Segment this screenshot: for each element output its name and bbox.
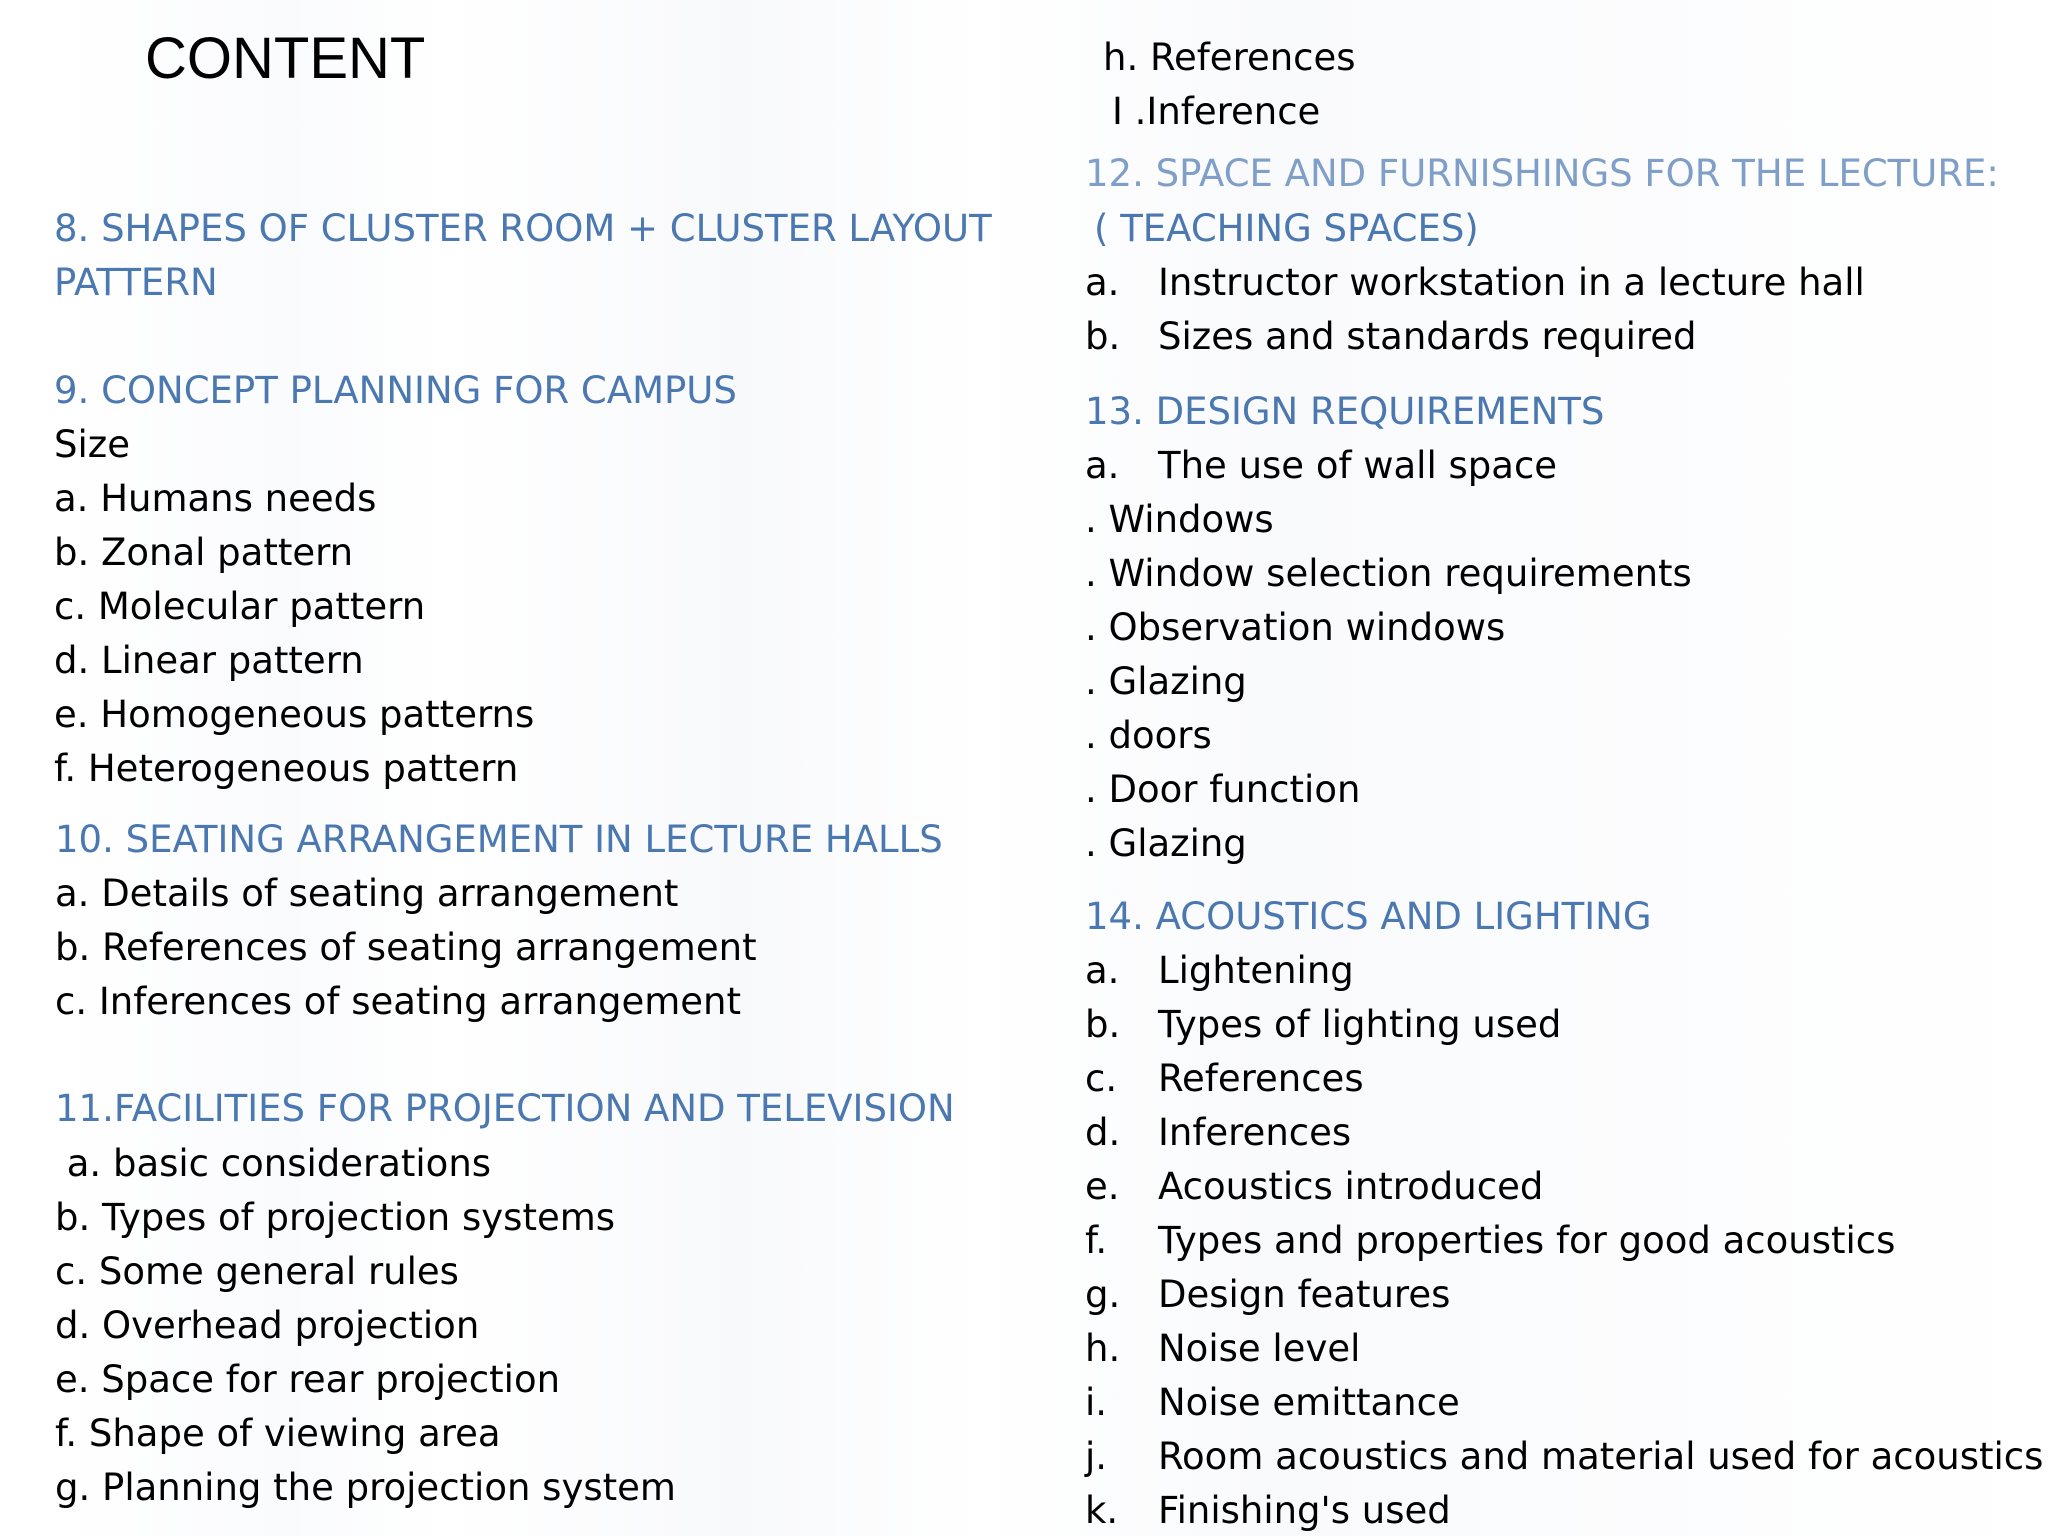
list-item: b. Types of projection systems	[55, 1196, 616, 1239]
list-letter: g.	[1085, 1273, 1121, 1316]
list-item: . Windows	[1085, 498, 1274, 541]
section-14-heading: 14. ACOUSTICS AND LIGHTING	[1085, 895, 1652, 938]
list-item	[1085, 261, 1865, 304]
list-letter: a.	[1085, 444, 1120, 487]
list-item: e. Space for rear projection	[55, 1358, 561, 1401]
list-letter: h.	[1085, 1327, 1121, 1370]
list-item	[1085, 1165, 1544, 1208]
list-letter: j.	[1085, 1435, 1108, 1478]
list-text: Sizes and standards required	[1158, 315, 1697, 358]
list-item	[1085, 1273, 1451, 1316]
list-letter: e.	[1085, 1165, 1120, 1208]
list-text: Room acoustics and material used for acoustics	[1158, 1435, 2044, 1478]
list-item: . Observation windows	[1085, 606, 1506, 649]
list-item	[1085, 1219, 1896, 1262]
list-letter: k.	[1085, 1489, 1119, 1532]
list-item	[1085, 949, 1354, 992]
list-item: a. Details of seating arrangement	[55, 872, 679, 915]
list-item: b. Zonal pattern	[54, 531, 354, 574]
list-item: . Glazing	[1085, 822, 1247, 865]
list-item	[1085, 1057, 1364, 1100]
list-text: Types and properties for good acoustics	[1158, 1219, 1896, 1262]
list-letter: i.	[1085, 1381, 1108, 1424]
section-13-heading: 13. DESIGN REQUIREMENTS	[1085, 390, 1605, 433]
section-12-heading: 12. SPACE AND FURNISHINGS FOR THE LECTURE:	[1085, 152, 1999, 195]
list-item: . Window selection requirements	[1085, 552, 1692, 595]
list-text: The use of wall space	[1158, 444, 1558, 487]
list-item	[1085, 1111, 1352, 1154]
list-item: c. Some general rules	[55, 1250, 459, 1293]
list-letter: b.	[1085, 1003, 1121, 1046]
list-item: a. Humans needs	[54, 477, 377, 520]
list-text: Types of lighting used	[1158, 1003, 1562, 1046]
list-item: Size	[54, 423, 130, 466]
list-text: Inferences	[1158, 1111, 1352, 1154]
list-item	[1085, 1381, 1460, 1424]
list-item: c. Inferences of seating arrangement	[55, 980, 741, 1023]
list-letter: b.	[1085, 315, 1121, 358]
list-text: Noise emittance	[1158, 1381, 1460, 1424]
list-item	[1085, 1327, 1361, 1370]
list-text: Lightening	[1158, 949, 1354, 992]
list-item: a. basic considerations	[55, 1142, 492, 1185]
section-8-heading: 8. SHAPES OF CLUSTER ROOM + CLUSTER LAYOUT	[54, 207, 992, 250]
list-item: d. Linear pattern	[54, 639, 364, 682]
list-text: Finishing's used	[1158, 1489, 1451, 1532]
list-letter: a.	[1085, 949, 1120, 992]
list-item: . Glazing	[1085, 660, 1247, 703]
list-item	[1085, 1489, 1451, 1532]
list-letter: d.	[1085, 1111, 1121, 1154]
list-letter: a.	[1085, 261, 1120, 304]
list-item: h. References	[1103, 36, 1356, 79]
list-text: Noise level	[1158, 1327, 1361, 1370]
list-item: f. Shape of viewing area	[55, 1412, 501, 1455]
list-letter: c.	[1085, 1057, 1118, 1100]
list-item: . Door function	[1085, 768, 1361, 811]
list-item: d. Overhead projection	[55, 1304, 480, 1347]
list-item	[1085, 315, 1697, 358]
list-text: Design features	[1158, 1273, 1451, 1316]
page-title: CONTENT	[145, 26, 426, 91]
list-item: b. References of seating arrangement	[55, 926, 757, 969]
list-item: I .Inference	[1112, 90, 1321, 133]
list-letter: f.	[1085, 1219, 1108, 1262]
list-item: g. Planning the projection system	[55, 1466, 676, 1509]
list-item: e. Homogeneous patterns	[54, 693, 535, 736]
list-item: f. Heterogeneous pattern	[54, 747, 519, 790]
list-item	[1085, 1435, 2044, 1478]
list-text: Acoustics introduced	[1158, 1165, 1544, 1208]
section-9-heading: 9. CONCEPT PLANNING FOR CAMPUS	[54, 369, 737, 412]
list-item: c. Molecular pattern	[54, 585, 426, 628]
list-item	[1085, 1003, 1562, 1046]
list-item: . doors	[1085, 714, 1212, 757]
section-11-heading: 11.FACILITIES FOR PROJECTION AND TELEVISION	[55, 1087, 955, 1130]
section-8-heading-cont: PATTERN	[54, 261, 218, 304]
section-10-heading: 10. SEATING ARRANGEMENT IN LECTURE HALLS	[55, 818, 943, 861]
list-item	[1085, 444, 1558, 487]
list-text: References	[1158, 1057, 1364, 1100]
section-12-heading-cont: ( TEACHING SPACES)	[1094, 207, 1479, 250]
list-text: Instructor workstation in a lecture hall	[1158, 261, 1865, 304]
